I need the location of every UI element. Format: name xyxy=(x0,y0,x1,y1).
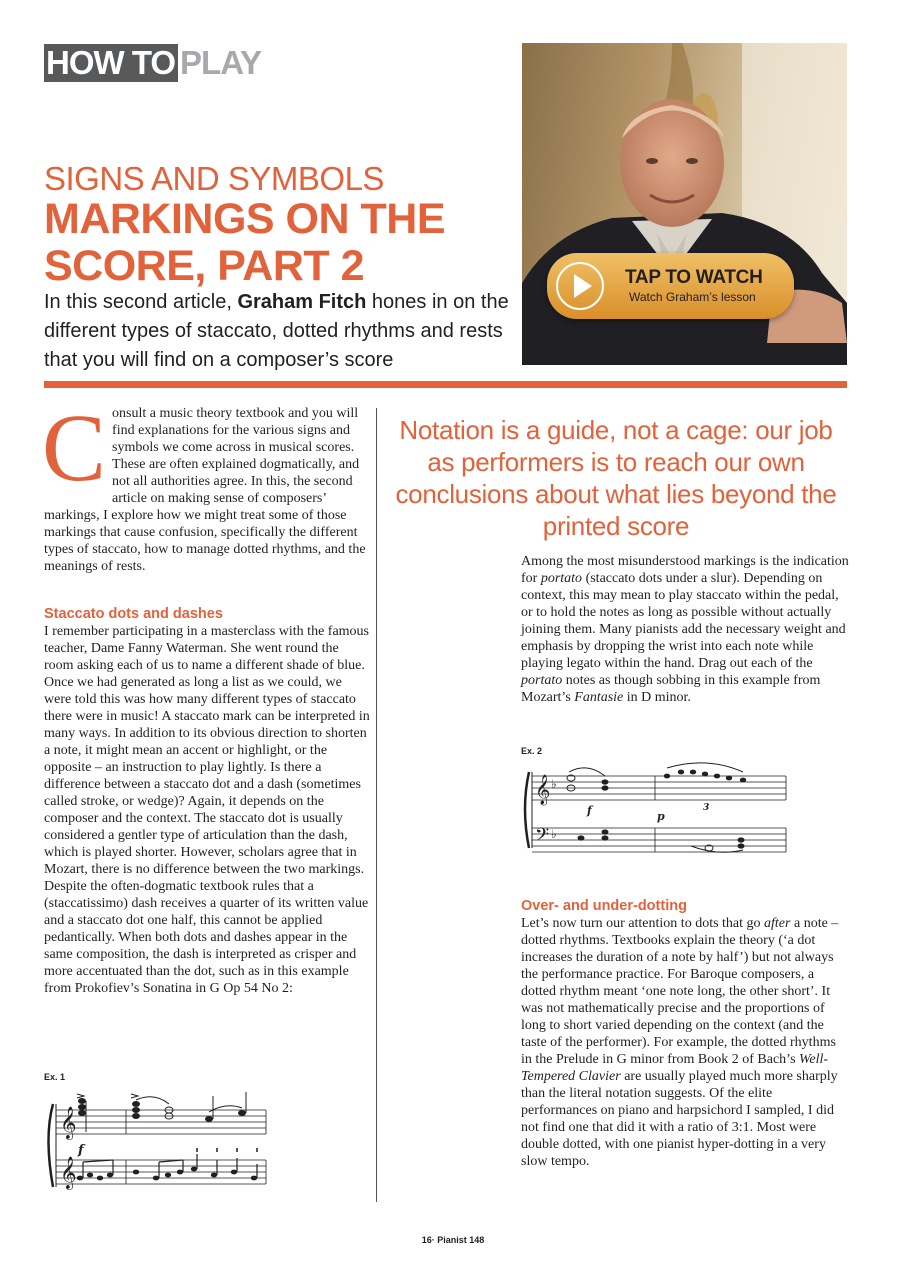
play-button[interactable] xyxy=(556,262,604,310)
staccato-text: I remember participating in a masterclass with the famous teacher, Dame Fanny Waterman. She went round the room asking each of us to name a different shade of blue. Once we had generated as long a list as we could, we were told this was how many different types of staccato there were in music! A staccato mark can be interpreted in many ways. In addition to its obvious direction to shorten a note, it might mean an accent or highlight, or the opposite – an instruction to play lightly. Is there a difference between a staccato dot and a dash (sometimes called stroke, or wedge)? Again, it depends on the composer and the context. The staccato dot is usually considered a gentler type of articulation than the dash, which is played shorter. However, scholars agree that in Mozart, there is no difference between the two markings. Despite the often-dogmatic textbook rules that a (staccatissimo) dash receives a quarter of its written value and a staccato dot one half, this cannot be applied pedantically. When both dots and dashes appear in the same composition, the dash is interpreted as crisper and more accentuated than the dot, such as in this example from Prokofiev’s Sonatina in G Op 54 No 2: xyxy=(44,624,370,996)
watch-title: TAP TO WATCH xyxy=(625,267,763,288)
ex1-score xyxy=(44,1082,274,1200)
page-number: 16 xyxy=(421,1235,432,1245)
dotting-italic-1: after xyxy=(764,916,791,931)
standfirst-post: hones in on the different types of staccato, dotted rhythms and rests that you will find on a composer’s score xyxy=(44,291,509,371)
watch-subtitle: Watch Graham’s lesson xyxy=(629,290,756,304)
portato-italic-1: portato xyxy=(540,571,583,586)
section-tag xyxy=(44,44,261,82)
dotting-text-1: Let’s now turn our attention to dots that go xyxy=(521,916,765,931)
portato-text-2: (staccato dots under a slur). Depending on context, this may mean to play staccato within the pedal, or to hold the notes as long as possible without actually joining them. Many pianists add the necessary weight and emphasis by dropping the wrist into each note while playing legato within the hand. Drag out each of the xyxy=(521,571,846,671)
column-rule xyxy=(376,408,377,1202)
ex2-dynamic-f: f xyxy=(587,804,592,817)
author-name: Graham Fitch xyxy=(237,291,367,313)
portato-paragraph xyxy=(521,553,849,706)
ex2-dynamic-p: p xyxy=(657,810,665,823)
staccato-section xyxy=(44,606,370,997)
section-rule xyxy=(44,381,847,388)
article-kicker: SIGNS AND SYMBOLS xyxy=(44,160,384,197)
dotting-text xyxy=(521,915,849,1170)
standfirst-pre: In this second article, xyxy=(44,291,238,313)
svg-text:𝄞: 𝄞 xyxy=(60,1106,77,1139)
magazine-issue: Pianist 148 xyxy=(437,1235,485,1245)
portato-text-3: notes as though sobbing in this example from Mozart’s xyxy=(521,673,821,705)
page-folio: 16· Pianist 148 xyxy=(421,1235,485,1245)
ex2-score xyxy=(521,758,791,860)
dotting-section xyxy=(521,898,849,1170)
article-standfirst xyxy=(44,288,514,375)
ex1-dynamic: f xyxy=(78,1143,84,1158)
svg-text:♭: ♭ xyxy=(551,827,557,841)
ex1-label: Ex. 1 xyxy=(44,1072,66,1082)
play-icon xyxy=(574,274,592,298)
dotting-text-3: are usually played much more sharply than the literal notation suggests. Of the elite performances on piano and harpsichord I sampled, I did not find one that did it with a ratio of 3:1. Most were double dotted, with one pianist hyper-dotting in a very slow tempo. xyxy=(521,1069,838,1169)
portato-text-1: Among the most misunderstood markings is the indication for xyxy=(521,554,849,586)
dotting-text-2: a note – dotted rhythms. Textbooks explain the theory (‘a dot increases the duration of a note by half’) but not always the performance practice. For Baroque composers, a dotted rhythm meant ‘one note long, the other short’. It was not mathematically precise and the proportions of long to short varied depending on the context (and the taste of the performer). For example, the dotted rhythms in the Prelude in G minor from Book 2 of Bach’s xyxy=(521,916,839,1067)
portato-italic-3: Fantasie xyxy=(574,690,624,705)
article-headline: MARKINGS ON THE SCORE, PART 2 xyxy=(44,195,445,290)
intro-text: onsult a music theory textbook and you will find explanations for the various signs and symbols we come across in musical scores. These are often explained dogmatically, and not all authorities agree. In this, the second article on making sense of composers’ markings, I explore how we might treat some of those markings that cause confusion, specifically the different types of staccato, how to manage dotted rhythms, and the meanings of rests. xyxy=(44,406,366,574)
portato-italic-2: portato xyxy=(521,673,563,688)
portato-text-4: in D minor. xyxy=(623,690,691,705)
svg-text:𝄞: 𝄞 xyxy=(60,1156,77,1189)
dotting-italic-2: Well-Tempered Clavier xyxy=(521,1052,829,1084)
staccato-heading: Staccato dots and dashes xyxy=(44,606,223,622)
svg-text:𝄢: 𝄢 xyxy=(535,825,550,850)
section-tag-dark: HOW TO xyxy=(44,44,178,82)
ex2-triplet: 3 xyxy=(703,803,710,813)
svg-text:♭: ♭ xyxy=(551,777,557,791)
dotting-heading: Over- and under-dotting xyxy=(521,898,687,914)
svg-text:𝄞: 𝄞 xyxy=(535,775,551,805)
ex2-label: Ex. 2 xyxy=(521,746,543,756)
tap-to-watch-button[interactable] xyxy=(547,253,794,319)
pull-quote: Notation is a guide, not a cage: our job as performers is to reach our own conclusions about what lies beyond the printed score xyxy=(395,415,837,541)
drop-cap: C xyxy=(42,394,107,501)
intro-paragraph xyxy=(42,394,370,575)
section-tag-light: PLAY xyxy=(180,44,262,81)
